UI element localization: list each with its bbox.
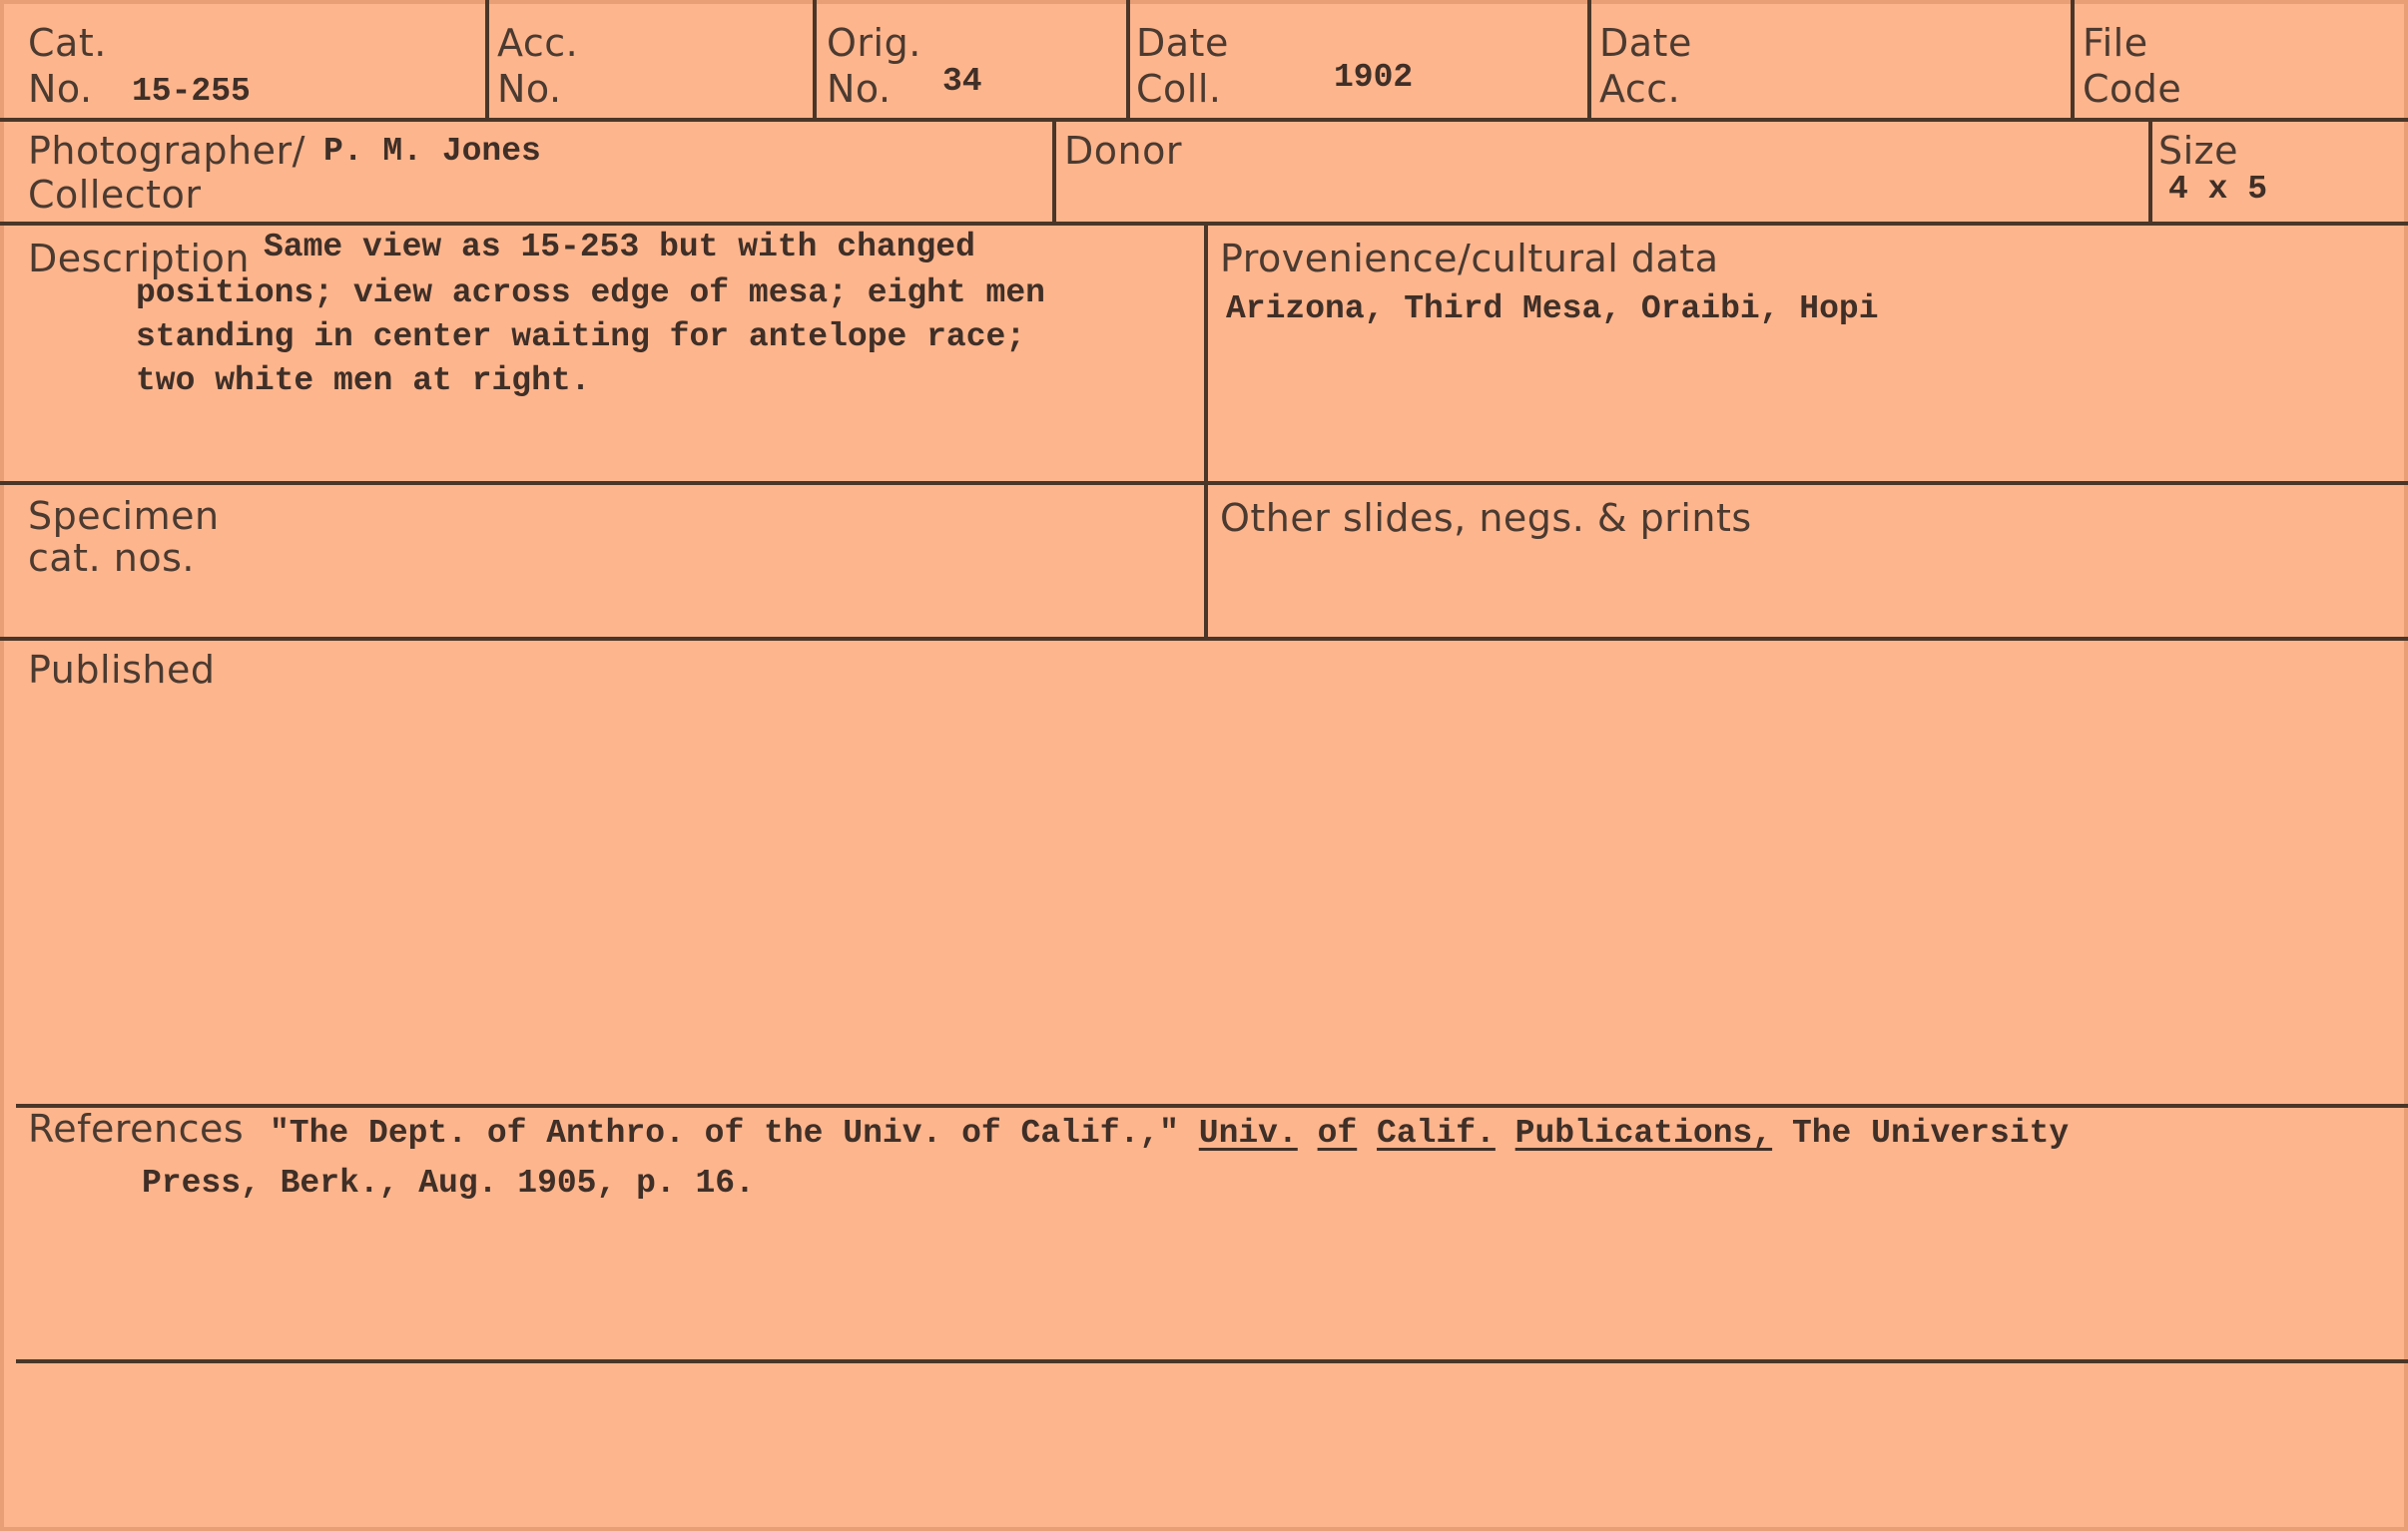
description-label: Description — [28, 237, 250, 280]
references-pub-1: Univ. — [1198, 1115, 1298, 1152]
size-label: Size — [2158, 129, 2239, 173]
col-divider-date-acc — [2071, 0, 2075, 120]
references-line-2: Press, Berk., Aug. 1905, p. 16. — [142, 1165, 755, 1202]
acc-label: Acc. — [497, 21, 579, 65]
date-coll-label-2: Coll. — [1136, 67, 1222, 111]
col-divider-orig — [1126, 0, 1130, 120]
specimen-label-2: cat. nos. — [28, 536, 195, 580]
description-line-1: Same view as 15-253 but with changed — [264, 229, 975, 265]
other-slides-label: Other slides, negs. & prints — [1220, 496, 1752, 540]
cat-no-value: 15-255 — [132, 73, 251, 110]
row-divider-5 — [16, 1104, 2408, 1108]
date-acc-label-1: Date — [1599, 21, 1692, 65]
provenience-value: Arizona, Third Mesa, Oraibi, Hopi — [1226, 290, 1879, 327]
description-line-2: positions; view across edge of mesa; eight men — [136, 274, 1045, 311]
file-code-label-1: File — [2083, 21, 2148, 65]
col-divider-date-coll — [1587, 0, 1591, 120]
donor-label: Donor — [1064, 129, 1182, 173]
references-quote: "The Dept. of Anthro. of the Univ. of Calif.," — [270, 1115, 1179, 1152]
photographer-label-2: Collector — [28, 173, 202, 217]
description-line-3: standing in center waiting for antelope race; — [136, 318, 1026, 355]
references-pub-3: Calif. — [1377, 1115, 1496, 1152]
description-line-4: two white men at right. — [136, 362, 591, 399]
date-coll-value: 1902 — [1334, 59, 1414, 96]
row-divider-6 — [16, 1359, 2408, 1363]
row-divider-1 — [0, 118, 2408, 122]
date-acc-label-2: Acc. — [1599, 67, 1681, 111]
date-coll-label-1: Date — [1136, 21, 1229, 65]
orig-no-value: 34 — [942, 63, 982, 100]
orig-no-label: No. — [827, 67, 892, 111]
published-label: Published — [28, 648, 216, 692]
provenience-label: Provenience/cultural data — [1220, 237, 1719, 280]
references-tail: The University — [1791, 1115, 2070, 1152]
col-divider-cat — [485, 0, 489, 120]
references-label: References — [28, 1107, 245, 1151]
specimen-label-1: Specimen — [28, 494, 220, 538]
photographer-value: P. M. Jones — [323, 133, 541, 170]
col-divider-middle — [1204, 224, 1208, 639]
cat-label: Cat. — [28, 21, 107, 65]
col-divider-photographer — [1052, 120, 1056, 224]
cat-no-label: No. — [28, 67, 93, 111]
references-pub-2: of — [1317, 1115, 1358, 1152]
references-pub-4: Publications, — [1514, 1115, 1773, 1152]
acc-no-label: No. — [497, 67, 562, 111]
col-divider-acc — [813, 0, 817, 120]
file-code-label-2: Code — [2083, 67, 2182, 111]
orig-label: Orig. — [827, 21, 921, 65]
size-value: 4 x 5 — [2168, 171, 2268, 208]
photographer-label-1: Photographer/ — [28, 129, 305, 173]
references-line-1 — [270, 1112, 2069, 1156]
col-divider-donor — [2148, 120, 2152, 224]
